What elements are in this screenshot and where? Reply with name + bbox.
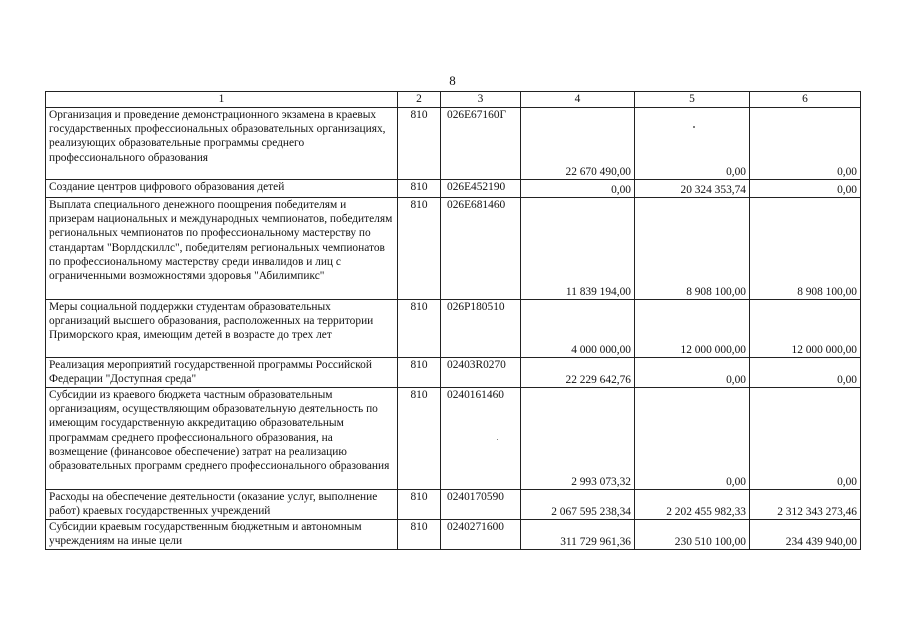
- row-value-1: 0,00: [521, 180, 635, 198]
- row-name: Субсидии краевым государственным бюджетным и автономным учреждениям на иные цели: [46, 520, 398, 550]
- row-cs: 026Е452190: [441, 180, 521, 198]
- row-gr: 810: [398, 300, 441, 358]
- table-row: [46, 490, 861, 520]
- row-gr: 810: [398, 490, 441, 520]
- row-gr: 810: [398, 198, 441, 300]
- header-cell-cs: 3: [441, 92, 521, 108]
- header-cell-name: 1: [46, 92, 398, 108]
- header-cell-year3: 6: [750, 92, 861, 108]
- row-value-1: 22 670 490,00: [521, 108, 635, 180]
- scan-speck: [497, 439, 498, 440]
- row-name: Субсидии из краевого бюджета частным образовательным организациям, осуществляющим образовательную деятельность по имеющим государственную аккредитацию образовательным программам среднего профессионального образования, на возмещение (финансовое обеспечение) затрат на реализацию образовательных программ среднего профессионального образования: [46, 388, 398, 490]
- row-value-3: 0,00: [750, 358, 861, 388]
- row-value-1: 311 729 961,36: [521, 520, 635, 550]
- row-value-1: 2 993 073,32: [521, 388, 635, 490]
- row-cs: 0240271600: [441, 520, 521, 550]
- row-value-2: 20 324 353,74: [635, 180, 750, 198]
- row-value-2: 2 202 455 982,33: [635, 490, 750, 520]
- row-value-2: 8 908 100,00: [635, 198, 750, 300]
- table-row: [46, 300, 861, 358]
- row-value-3: 234 439 940,00: [750, 520, 861, 550]
- row-value-2: 0,00: [635, 358, 750, 388]
- scan-speck: [693, 126, 695, 128]
- row-value-3: 8 908 100,00: [750, 198, 861, 300]
- row-gr: 810: [398, 520, 441, 550]
- row-gr: 810: [398, 180, 441, 198]
- header-cell-gr: 2: [398, 92, 441, 108]
- row-name: Расходы на обеспечение деятельности (оказание услуг, выполнение работ) краевых государственных учреждений: [46, 490, 398, 520]
- row-value-1: 22 229 642,76: [521, 358, 635, 388]
- row-value-3: 2 312 343 273,46: [750, 490, 861, 520]
- budget-table: [45, 91, 861, 550]
- table-row: [46, 520, 861, 550]
- row-value-2: 0,00: [635, 108, 750, 180]
- header-cell-year2: 5: [635, 92, 750, 108]
- header-cell-year1: 4: [521, 92, 635, 108]
- row-name: Создание центров цифрового образования детей: [46, 180, 398, 198]
- row-value-1: 4 000 000,00: [521, 300, 635, 358]
- row-name: Меры социальной поддержки студентам образовательных организаций высшего образования, расположенных на территории Приморского края, имеющим детей в возрасте до трех лет: [46, 300, 398, 358]
- table-row: [46, 180, 861, 198]
- row-cs: 0240161460: [441, 388, 521, 490]
- row-cs: 026Е681460: [441, 198, 521, 300]
- row-value-3: 0,00: [750, 388, 861, 490]
- row-value-3: 0,00: [750, 108, 861, 180]
- row-gr: 810: [398, 358, 441, 388]
- row-value-2: 230 510 100,00: [635, 520, 750, 550]
- row-name: Организация и проведение демонстрационного экзамена в краевых государственных профессиональных образовательных организациях, реализующих образовательные программы среднего профессионального образования: [46, 108, 398, 180]
- row-gr: 810: [398, 108, 441, 180]
- row-gr: 810: [398, 388, 441, 490]
- table-row: [46, 108, 861, 180]
- row-value-3: 12 000 000,00: [750, 300, 861, 358]
- table-row: [46, 358, 861, 388]
- row-value-3: 0,00: [750, 180, 861, 198]
- row-value-1: 2 067 595 238,34: [521, 490, 635, 520]
- row-name: Выплата специального денежного поощрения победителям и призерам национальных и международных чемпионатов, победителям региональных чемпионатов по профессиональному мастерству по стандартам "Ворлдскиллс", победителям региональных чемпионатов по профессиональному мастерству среди инвалидов и лиц с ограниченными возможностями здоровья "Абилимпикс": [46, 198, 398, 300]
- row-cs: 02403R0270: [441, 358, 521, 388]
- row-value-2: 0,00: [635, 388, 750, 490]
- row-cs: 026Е67160Г: [441, 108, 521, 180]
- row-value-1: 11 839 194,00: [521, 198, 635, 300]
- table-row: [46, 198, 861, 300]
- row-value-2: 12 000 000,00: [635, 300, 750, 358]
- header-row: [46, 92, 861, 108]
- row-cs: 026Р180510: [441, 300, 521, 358]
- table-row: [46, 388, 861, 490]
- row-cs: 0240170590: [441, 490, 521, 520]
- page-number: 8: [449, 73, 456, 88]
- row-name: Реализация мероприятий государственной программы Российской Федерации "Доступная среда": [46, 358, 398, 388]
